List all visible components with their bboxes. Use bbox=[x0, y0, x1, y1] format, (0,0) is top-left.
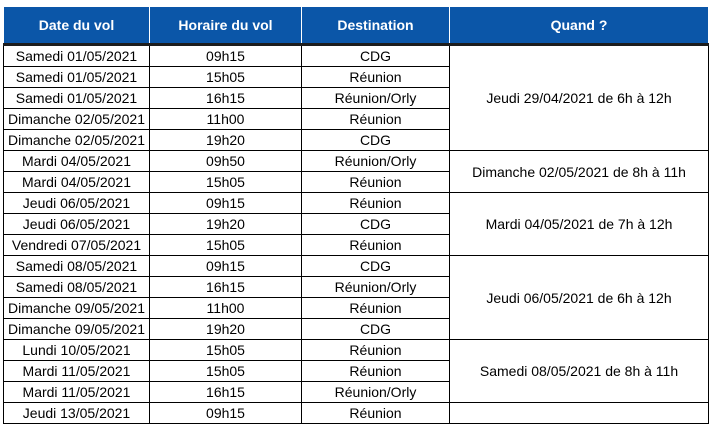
cell-destination: Réunion/Orly bbox=[302, 151, 450, 172]
cell-destination: Réunion bbox=[302, 193, 450, 214]
header-row bbox=[4, 7, 709, 45]
cell-horaire: 11h00 bbox=[150, 109, 302, 130]
cell-date: Jeudi 13/05/2021 bbox=[4, 403, 150, 424]
cell-destination: Réunion bbox=[302, 109, 450, 130]
cell-destination: Réunion bbox=[302, 235, 450, 256]
cell-destination: Réunion bbox=[302, 361, 450, 382]
cell-destination: Réunion/Orly bbox=[302, 88, 450, 109]
cell-quand: Samedi 08/05/2021 de 8h à 11h bbox=[450, 340, 709, 403]
cell-date: Dimanche 02/05/2021 bbox=[4, 109, 150, 130]
cell-horaire: 15h05 bbox=[150, 235, 302, 256]
cell-destination: Réunion bbox=[302, 403, 450, 424]
cell-date: Mardi 11/05/2021 bbox=[4, 361, 150, 382]
cell-destination: Réunion bbox=[302, 172, 450, 193]
cell-destination: CDG bbox=[302, 214, 450, 235]
cell-horaire: 19h20 bbox=[150, 214, 302, 235]
cell-destination: CDG bbox=[302, 319, 450, 340]
cell-quand: Jeudi 29/04/2021 de 6h à 12h bbox=[450, 45, 709, 151]
cell-horaire: 16h15 bbox=[150, 382, 302, 403]
flight-schedule bbox=[3, 6, 709, 424]
cell-date: Jeudi 06/05/2021 bbox=[4, 193, 150, 214]
cell-horaire: 09h15 bbox=[150, 403, 302, 424]
cell-destination: Réunion/Orly bbox=[302, 277, 450, 298]
cell-date: Vendredi 07/05/2021 bbox=[4, 235, 150, 256]
table-row bbox=[4, 151, 709, 172]
header-date: Date du vol bbox=[4, 7, 150, 45]
cell-date: Samedi 01/05/2021 bbox=[4, 45, 150, 67]
cell-horaire: 19h20 bbox=[150, 319, 302, 340]
cell-date: Dimanche 09/05/2021 bbox=[4, 319, 150, 340]
table-row bbox=[4, 256, 709, 277]
table-row bbox=[4, 45, 709, 67]
cell-destination: Réunion bbox=[302, 340, 450, 361]
table-row bbox=[4, 340, 709, 361]
cell-horaire: 09h15 bbox=[150, 45, 302, 67]
cell-quand: Dimanche 02/05/2021 de 8h à 11h bbox=[450, 151, 709, 193]
header-quand: Quand ? bbox=[450, 7, 709, 45]
cell-destination: Réunion bbox=[302, 67, 450, 88]
cell-horaire: 16h15 bbox=[150, 88, 302, 109]
cell-date: Mardi 04/05/2021 bbox=[4, 172, 150, 193]
cell-date: Samedi 08/05/2021 bbox=[4, 256, 150, 277]
cell-date: Samedi 08/05/2021 bbox=[4, 277, 150, 298]
cell-date: Dimanche 02/05/2021 bbox=[4, 130, 150, 151]
cell-horaire: 15h05 bbox=[150, 172, 302, 193]
cell-date: Mardi 11/05/2021 bbox=[4, 382, 150, 403]
cell-date: Samedi 01/05/2021 bbox=[4, 67, 150, 88]
cell-destination: Réunion/Orly bbox=[302, 382, 450, 403]
cell-horaire: 16h15 bbox=[150, 277, 302, 298]
flight-schedule-table bbox=[3, 6, 709, 424]
cell-destination: CDG bbox=[302, 45, 450, 67]
cell-date: Jeudi 06/05/2021 bbox=[4, 214, 150, 235]
header-horaire: Horaire du vol bbox=[150, 7, 302, 45]
header-destination: Destination bbox=[302, 7, 450, 45]
cell-quand: Mardi 04/05/2021 de 7h à 12h bbox=[450, 193, 709, 256]
cell-horaire: 15h05 bbox=[150, 67, 302, 88]
cell-horaire: 09h15 bbox=[150, 256, 302, 277]
cell-horaire: 19h20 bbox=[150, 130, 302, 151]
cell-horaire: 11h00 bbox=[150, 298, 302, 319]
cell-quand-empty bbox=[450, 403, 709, 424]
cell-date: Mardi 04/05/2021 bbox=[4, 151, 150, 172]
cell-destination: Réunion bbox=[302, 298, 450, 319]
table-row bbox=[4, 403, 709, 424]
cell-date: Lundi 10/05/2021 bbox=[4, 340, 150, 361]
cell-destination: CDG bbox=[302, 256, 450, 277]
cell-horaire: 09h15 bbox=[150, 193, 302, 214]
cell-horaire: 15h05 bbox=[150, 361, 302, 382]
cell-date: Dimanche 09/05/2021 bbox=[4, 298, 150, 319]
table-row bbox=[4, 193, 709, 214]
cell-date: Samedi 01/05/2021 bbox=[4, 88, 150, 109]
cell-destination: CDG bbox=[302, 130, 450, 151]
cell-quand: Jeudi 06/05/2021 de 6h à 12h bbox=[450, 256, 709, 340]
cell-horaire: 09h50 bbox=[150, 151, 302, 172]
cell-horaire: 15h05 bbox=[150, 340, 302, 361]
